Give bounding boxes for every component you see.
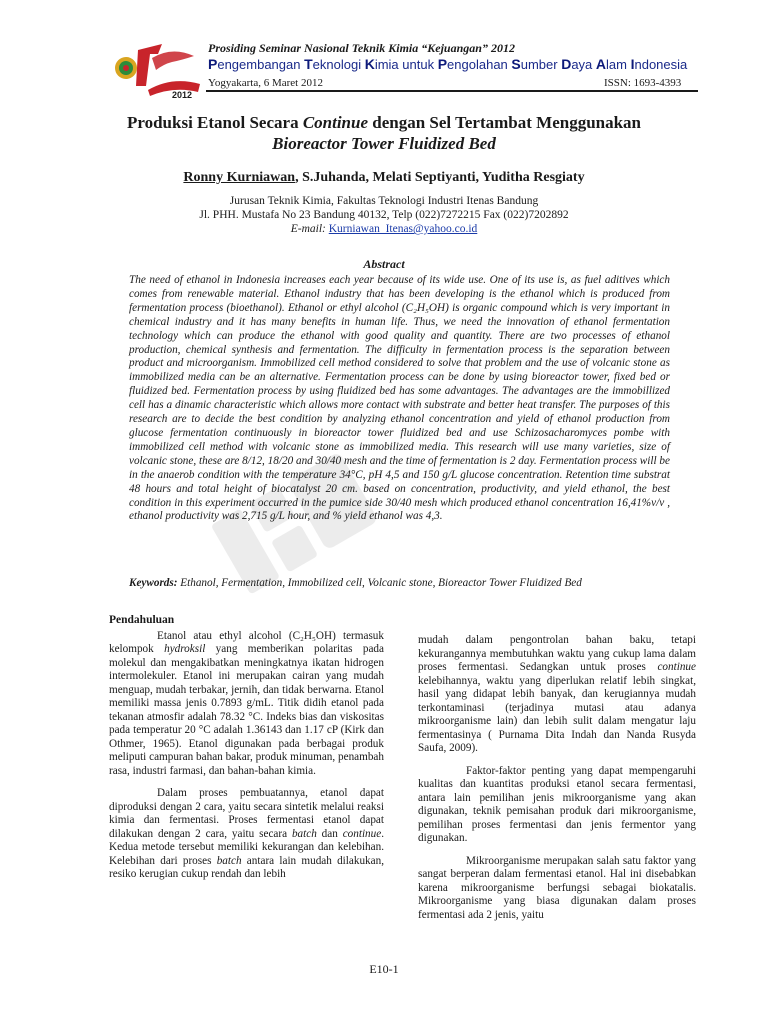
abstract-body: The need of ethanol in Indonesia increases each year because of its wide use. One of its use is, as fuel aditives which comes from renewable material. Ethanol industry that has been developing is the ethanol which is produced from fermentation process (bioethanol). Ethanol or ethyl alcohol (C₂H₅OH) is organic compound which is very important in chemical industry and it has many benefits in human life. Thus, we need the innovation of ethanol fermentation technology which can produce the ethanol with good quality and quantity. There are two processes of ethanol production, chemical synthesis and fermentation. The difficulty in fermentation process is the separation between product and microorganism. Immobilized cell method considered to solve that problem and the use of volcanic stone as immobilized media can be an alternative. Fermentation process can be done by using bioreactor tower, fixed bed or fluidized bed. Fermentation process by using fluidized bed has some advantages. The advantages are the immobillized cell has a dinamic characteristic which allows more contact with substrate and better heat transfer. The purposes of this research are to decide the best condition by analyzing ethanol concentration and yield of ethanol production from glucose fermentation continuously in bioreactor tower fluidized bed and use Schizosacharomyces pombe with immobilized cell method with volcanic stone as immobilized media. This research will use many varieties, size of volcanic stone, these are 8/12, 18/20 and 30/40 mesh and the time of fermentation is 2 day. Fermentation process will be in the anaerob condition with the temperature 34°C, pH 4,5 and 150 g/L glucose concentration. Retention time substrat 48 hours and total height of biocatalyst 20 cm. based on concentration, productivity, and yield ethanol, the best condition in this experiment occurred in the pumice side 30/40 mesh which produced ethanol concentration 16,41%v/v , ethanol productivity was 2,715 g/L hour, and % yield ethanol was 4,3. <box>129 274 670 523</box>
conference-subtitle <box>208 56 687 72</box>
keywords-label: Keywords: <box>129 577 178 589</box>
subtitle-initial: P <box>437 56 448 72</box>
section-heading-introduction: Pendahuluan <box>109 614 175 626</box>
author-list <box>0 170 768 186</box>
subtitle-initial: A <box>595 56 607 72</box>
subtitle-word-rest: engembangan <box>217 57 305 72</box>
affiliation <box>0 194 768 236</box>
left-column <box>109 614 384 882</box>
title-line1-start: Produksi Etanol Secara <box>126 113 303 132</box>
subtitle-word-rest: ndonesia <box>634 57 688 72</box>
subtitle-word-rest: lam <box>606 57 631 72</box>
abstract-heading: Abstract <box>363 257 405 271</box>
affiliation-line2: Jl. PHH. Mustafa No 23 Bandung 40132, Telp (022)7272215 Fax (022)7202892 <box>199 209 569 221</box>
subtitle-initial: I <box>630 56 635 72</box>
keywords <box>129 577 670 589</box>
conference-title: Prosiding Seminar Nasional Teknik Kimia “Kejuangan” 2012 <box>208 41 515 55</box>
subtitle-initial: T <box>304 56 313 72</box>
affiliation-line1: Jurusan Teknik Kimia, Fakultas Teknologi Industri Itenas Bandung <box>229 195 539 207</box>
subtitle-word-rest: engolahan <box>447 57 512 72</box>
intro-paragraph-3: mudah dalam pengontrolan bahan baku, tetapi kekurangannya membutuhkan waktu yang cukup lama dalam proses fermentasi. Sedangkan untuk proses continue kelebihannya, waktu yang diperlukan relatif lebih singkat, hasil yang didapat lebih banyak, dan kerugiannya mudah terkontaminasi (terjadinya mutasi atau adanya mikroorganisme lain) dan lebih sulit dalam mengatur laju fermentasinya ( Purnama Dita Indah dan Nanda Rusyda Saufa, 2009). <box>418 634 696 754</box>
subtitle-word-rest: aya <box>571 57 596 72</box>
intro-paragraph-1: Etanol atau ethyl alcohol (C₂H₅OH) termasuk kelompok hydroksil yang memberikan polaritas pada molekul dan mengakibatkan meningkatnya ikatan hidrogen intermolekuler. Etanol ini merupakan cairan yang mudah menguap, mudah terbakar, jernih, dan tidak berwarna. Etanol memiliki massa jenis 0.7893 g/mL. Titik didih etanol pada tekanan atmosfir adalah 78.32 °C. Indeks bias dan viskositas pada temperatur 20 °C adalah 1.36143 dan 1.17 cP (Kirk dan Othmer, 1965). Etanol digunakan pada berbagai produk meliputi campuran bahan bakar, produk minuman, penambah rasa, industri farmasi, dan bahan-bahan kimia. <box>109 629 384 777</box>
subtitle-initial: D <box>561 56 572 72</box>
subtitle-initial: P <box>208 56 218 72</box>
conference-date: Yogyakarta, 6 Maret 2012 <box>208 77 323 89</box>
logo-year: 2012 <box>172 90 193 100</box>
subtitle-word-rest: eknologi <box>312 57 365 72</box>
title-line2: Bioreactor Tower Fluidized Bed <box>272 134 496 153</box>
intro-paragraph-4: Faktor-faktor penting yang dapat mempengaruhi kualitas dan kuantitas produksi etanol secara fermentasi, antara lain pemilihan jenis mikroorganisme yang akan digunakan, teknik pemisahan produk dari mikroorganisme, pemilihan proses fermentasi dan jenis fermentor yang digunakan. <box>418 764 696 844</box>
paper-title <box>0 112 768 154</box>
subtitle-word-rest: umber <box>520 57 562 72</box>
page-number: E10-1 <box>369 962 399 976</box>
title-line1-italic: Continue <box>302 113 369 132</box>
issn: ISSN: 1693-4393 <box>604 77 682 89</box>
intro-paragraph-5: Mikroorganisme merupakan salah satu faktor yang sangat berperan dalam fermentasi etanol. Hal ini disebabkan karena mikroorganisme berfungsi sebagai biokatalis. Mikroorganisme yang biasa digunakan dalam proses fermentasi ada 2 jenis, yaitu <box>418 854 696 921</box>
subtitle-word-rest: imia untuk <box>374 57 438 72</box>
keywords-list: Ethanol, Fermentation, Immobilized cell, Volcanic stone, Bioreactor Tower Fluidized Bed <box>177 577 582 589</box>
header-divider <box>206 90 698 92</box>
conference-logo <box>112 40 204 102</box>
subtitle-initial: K <box>364 56 375 72</box>
intro-paragraph-2: Dalam proses pembuatannya, etanol dapat diproduksi dengan 2 cara, yaitu secara sintetik melalui reaksi kimia dan fermentasi. Proses fermentasi etanol dapat dilakukan dengan 2 cara, yaitu secara batch dan continue. Kedua metode tersebut memiliki kekurangan dan kelebihan. Kelebihan dari proses batch antara lain mudah dilakukan, resiko kerugian cukup rendah dan lebih <box>109 787 385 880</box>
subtitle-initial: S <box>511 56 521 72</box>
title-line1-end: dengan Sel Tertambat Menggunakan <box>368 113 642 132</box>
email-label: E-mail: <box>290 223 329 235</box>
right-column <box>418 634 696 922</box>
email-link[interactable]: Kurniawan_Itenas@yahoo.co.id <box>328 223 478 235</box>
co-authors: , S.Juhanda, Melati Septiyanti, Yuditha Resgiaty <box>295 170 585 185</box>
first-author: Ronny Kurniawan <box>183 170 296 185</box>
